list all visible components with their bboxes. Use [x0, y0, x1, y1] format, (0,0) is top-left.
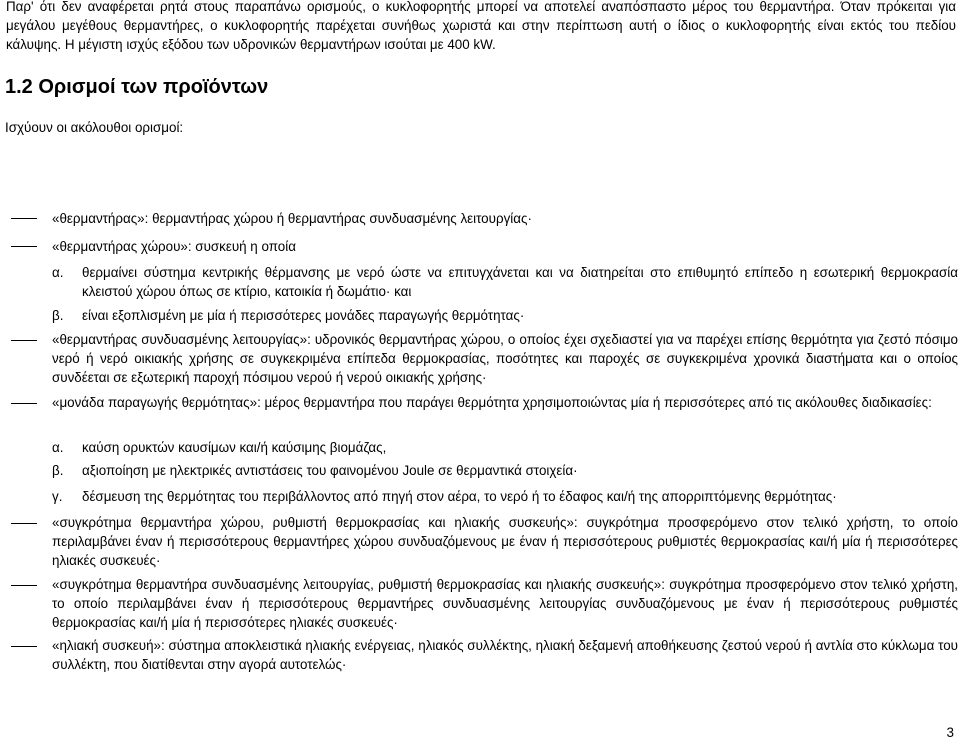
section-heading: 1.2 Ορισμοί των προϊόντων — [5, 76, 269, 98]
definition-text: «συγκρότημα θερμαντήρα χώρου, ρυθμιστή θερμοκρασίας και ηλιακής συσκευής»: συγκρότημα προσφερόμενο στον τελικό χρήστη, το οποίο περιλαμβάνει έναν ή περισσότερους θερμαντήρες χώρου συνδυαζόμενους με έναν ή περισσότερους ρυθμιστές θερμοκρασίας και/ή μία ή περισσότερες ηλιακές συσκευές· — [52, 515, 958, 568]
sub-item-text: καύση ορυκτών καυσίμων και/ή καύσιμης βιομάζας, — [82, 440, 387, 455]
dash-bullet — [11, 646, 37, 647]
definition-text: «θερμαντήρας»: θερμαντήρας χώρου ή θερμαντήρας συνδυασμένης λειτουργίας· — [52, 211, 532, 226]
definition-text: «θερμαντήρας συνδυασμένης λειτουργίας»: υδρονικός θερμαντήρας χώρου, ο οποίος έχει σχεδιαστεί για να παρέχει επίσης θερμότητα για ζεστό πόσιμο νερό ή νερό οικιακής χρήσης σε συγκεκριμένα επίπεδα θερμοκρασίας, ποσότητες και παροχές σε συγκεκριμένα χρονικά διαστήματα και ο οποίος συνδέεται σε εξωτερική παροχή πόσιμου νερού ή νερού οικιακής χρήσης· — [52, 332, 958, 385]
page-number: 3 — [946, 725, 954, 740]
dash-bullet — [11, 585, 37, 586]
sub-item-label: β. — [52, 308, 64, 323]
sub-item-text: δέσμευση της θερμότητας του περιβάλλοντος από πηγή στον αέρα, το νερό ή το έδαφος και/ή της απορριπτόμενης θερμότητας· — [82, 489, 837, 504]
sub-item-text: αξιοποίηση με ηλεκτρικές αντιστάσεις του φαινομένου Joule σε θερμαντικά στοιχεία· — [82, 463, 578, 478]
definition-text: «ηλιακή συσκευή»: σύστημα αποκλειστικά ηλιακής ενέργειας, ηλιακός συλλέκτης, ηλιακή δεξαμενή αποθήκευσης ζεστού νερού ή αντλία στο κύκλωμα του συλλέκτη, που διατίθενται στην αγορά αυτοτελώς· — [52, 638, 958, 672]
sub-item-label: γ. — [52, 489, 63, 504]
dash-bullet — [11, 523, 37, 524]
definitions-lead: Ισχύουν οι ακόλουθοι ορισμοί: — [5, 120, 184, 135]
dash-bullet — [11, 340, 37, 341]
definition-text: «θερμαντήρας χώρου»: συσκευή η οποία — [52, 239, 296, 254]
dash-bullet — [11, 403, 37, 404]
intro-paragraph: Παρ' ότι δεν αναφέρεται ρητά στους παραπάνω ορισμούς, ο κυκλοφορητής μπορεί να αποτελεί αναπόσπαστο μέρος του θερμαντήρα. Όταν πρόκειται για μεγάλου μεγέθους θερμαντήρες, ο κυκλοφορητής παρέχεται συνήθως χωριστά και στην περίπτωση αυτή ο ίδιος ο κυκλοφορητής είναι εκτός του πεδίου κάλυψης. Η μέγιστη ισχύς εξόδου των υδρονικών θερμαντήρων ισούται με 400 kW. — [6, 0, 956, 52]
dash-bullet — [11, 246, 37, 247]
sub-item-label: α. — [52, 265, 64, 280]
sub-item-label: α. — [52, 440, 64, 455]
definition-text: «συγκρότημα θερμαντήρα συνδυασμένης λειτουργίας, ρυθμιστή θερμοκρασίας και ηλιακής συσκευής»: συγκρότημα προσφερόμενο στον τελικό χρήστη, το οποίο περιλαμβάνει έναν ή περισσότερους θερμαντήρες συνδυασμένης λειτουργίας συνδυαζόμενους με έναν ή περισσότερους ρυθμιστές θερμοκρασίας και/ή μία ή περισσότερες ηλιακές συσκευές· — [52, 577, 958, 630]
sub-item-label: β. — [52, 463, 64, 478]
dash-bullet — [11, 218, 37, 219]
definition-text: «μονάδα παραγωγής θερμότητας»: μέρος θερμαντήρα που παράγει θερμότητα χρησιμοποιώντας μία ή περισσότερες από τις ακόλουθες διαδικασίες: — [52, 395, 932, 410]
sub-item-text: θερμαίνει σύστημα κεντρικής θέρμανσης με νερό ώστε να επιτυγχάνεται και να διατηρείται στο επιθυμητό επίπεδο η εσωτερική θερμοκρασία κλειστού χώρου όπως σε κτίριο, κατοικία ή δωμάτιο· και — [82, 265, 958, 299]
sub-item-text: είναι εξοπλισμένη με μία ή περισσότερες μονάδες παραγωγής θερμότητας· — [82, 308, 525, 323]
